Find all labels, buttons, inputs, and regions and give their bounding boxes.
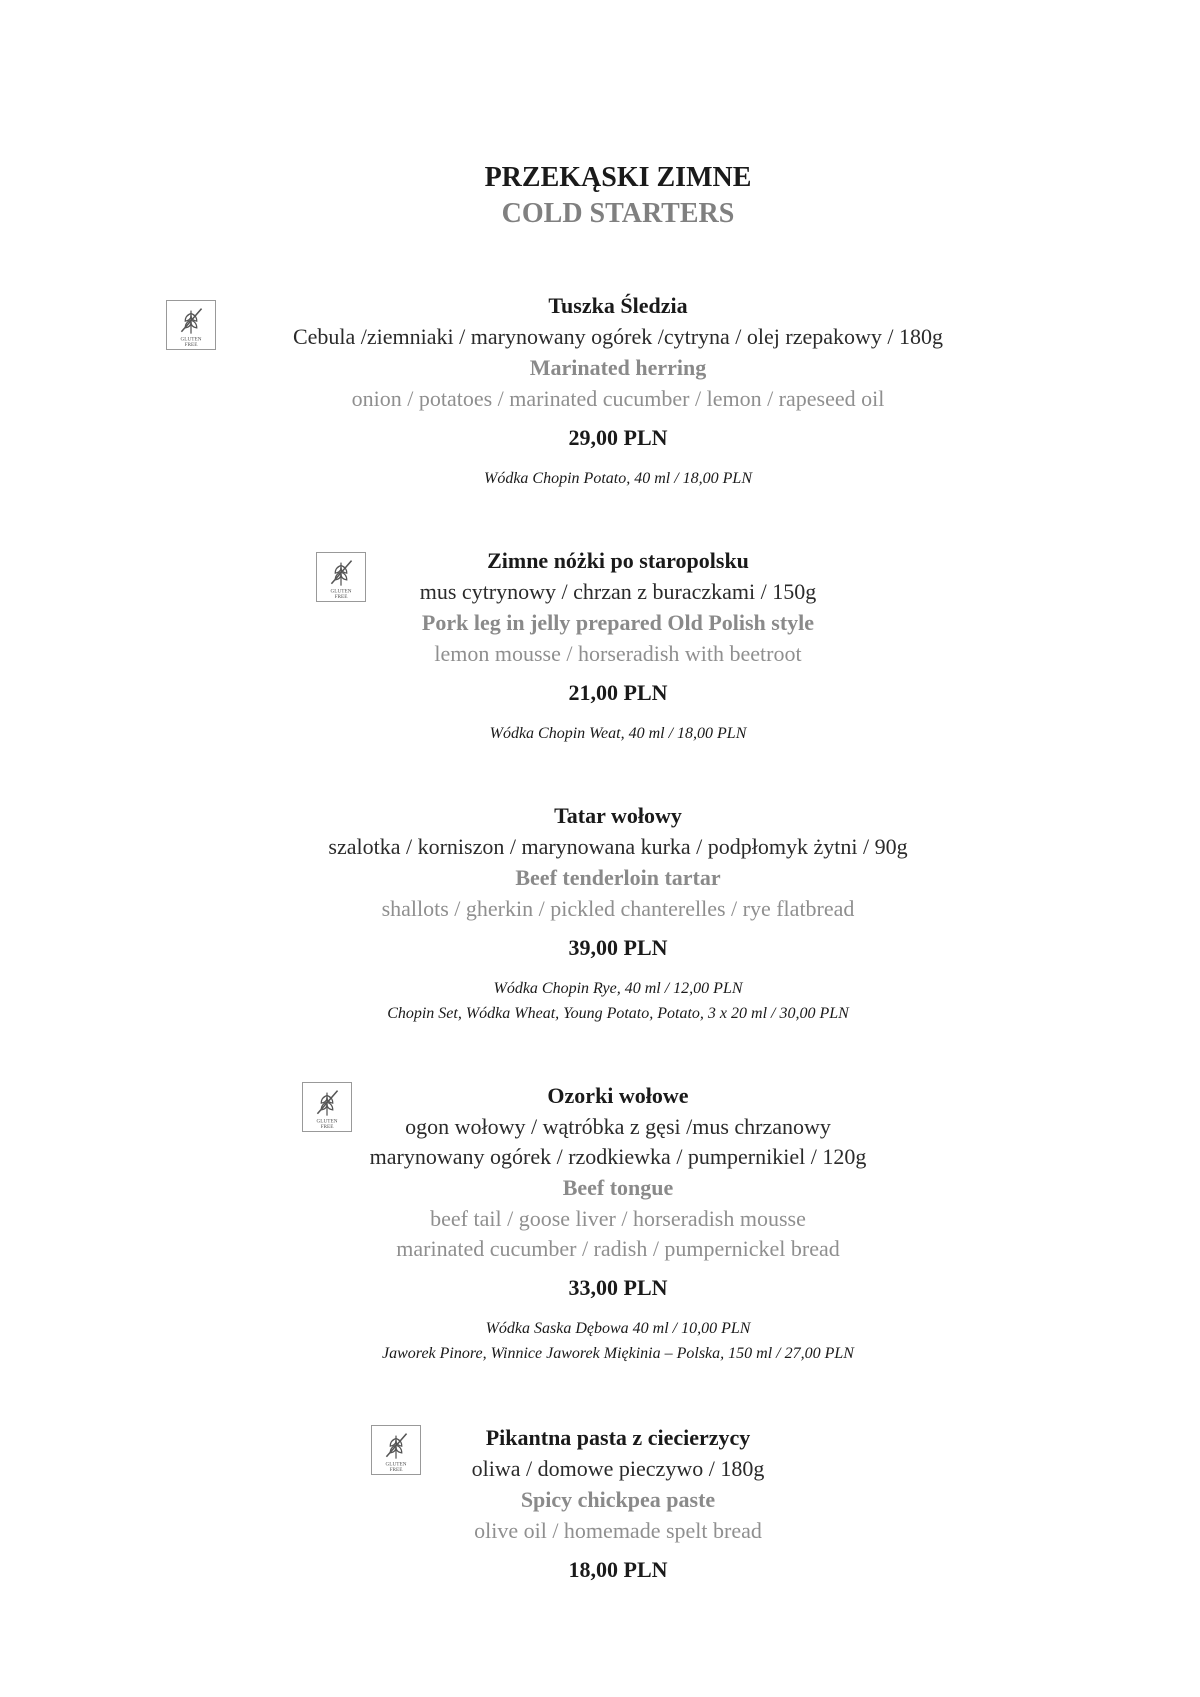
drink-pairings (0, 1316, 1200, 1366)
drink-pairing: Wódka Chopin Weat, 40 ml / 18,00 PLN (489, 725, 747, 742)
dish-name-polish: Tuszka Śledzia (548, 293, 688, 318)
drink-pairings (0, 466, 1200, 491)
dish-description-polish: szalotka / korniszon / marynowana kurka / podpłomyk żytni / 90g (328, 834, 908, 859)
wheat-ear-icon (331, 561, 351, 586)
drink-pairing: Wódka Chopin Potato, 40 ml / 18,00 PLN (484, 470, 752, 487)
gluten-free-icon (316, 552, 366, 602)
page-title-english: COLD STARTERS (501, 198, 735, 229)
drink-pairings (0, 721, 1200, 746)
gluten-free-icon-graphic (167, 301, 215, 349)
gluten-free-icon (166, 300, 216, 350)
dish-name-english: Beef tongue (562, 1175, 674, 1200)
drink-pairings (0, 976, 1200, 1026)
dish-price: 18,00 PLN (568, 1557, 668, 1582)
gluten-free-label-line2: FREE (320, 1124, 334, 1131)
drink-pairing: Jaworek Pinore, Winnice Jaworek Miękinia – Polska, 150 ml / 27,00 PLN (382, 1345, 854, 1362)
gluten-free-label-line1: GLUTEN (180, 336, 202, 343)
dish-name-polish: Ozorki wołowe (547, 1083, 689, 1108)
wheat-ear-icon (317, 1091, 337, 1116)
dish-description-english: onion / potatoes / marinated cucumber / lemon / rapeseed oil (351, 386, 885, 411)
dish-name-polish: Pikantna pasta z ciecierzycy (485, 1425, 751, 1450)
gluten-free-icon-graphic (372, 1426, 420, 1474)
gluten-free-label-line2: FREE (184, 342, 198, 349)
gluten-free-icon-graphic (303, 1083, 351, 1131)
gluten-free-icon (302, 1082, 352, 1132)
gluten-free-label-line2: FREE (389, 1467, 403, 1474)
dish-price: 33,00 PLN (568, 1275, 668, 1300)
gluten-free-label-line1: GLUTEN (316, 1118, 338, 1125)
menu-item-beef-tongue (0, 1080, 1200, 1366)
dish-description-english: shallots / gherkin / pickled chanterelles / rye flatbread (381, 896, 855, 921)
wheat-ear-icon (386, 1434, 406, 1459)
dish-name-english: Pork leg in jelly prepared Old Polish style (421, 610, 815, 635)
dish-name-polish: Tatar wołowy (554, 803, 682, 828)
gluten-free-label-line2: FREE (334, 594, 348, 601)
dish-name-english: Spicy chickpea paste (520, 1487, 716, 1512)
gluten-free-icon-graphic (317, 553, 365, 601)
dish-price: 21,00 PLN (568, 680, 668, 705)
dish-description-polish: marynowany ogórek / rzodkiewka / pumpernikiel / 120g (369, 1144, 867, 1169)
dish-name-english: Marinated herring (529, 355, 707, 380)
dish-description-polish: mus cytrynowy / chrzan z buraczkami / 150g (419, 579, 817, 604)
dish-description-polish: oliwa / domowe pieczywo / 180g (471, 1456, 765, 1481)
menu-item-pork-leg (0, 545, 1200, 746)
dish-name-polish: Zimne nóżki po staropolsku (487, 548, 749, 573)
menu-item-chickpea-paste (0, 1422, 1200, 1586)
dish-description-english: olive oil / homemade spelt bread (474, 1518, 762, 1543)
drink-pairing: Wódka Chopin Rye, 40 ml / 12,00 PLN (493, 980, 743, 997)
page-header (0, 160, 1200, 232)
drink-pairing: Chopin Set, Wódka Wheat, Young Potato, Potato, 3 x 20 ml / 30,00 PLN (387, 1005, 849, 1022)
gluten-free-label-line1: GLUTEN (385, 1461, 407, 1468)
drink-pairing: Wódka Saska Dębowa 40 ml / 10,00 PLN (485, 1320, 751, 1337)
dish-description-english: lemon mousse / horseradish with beetroot (434, 641, 802, 666)
dish-price: 29,00 PLN (568, 425, 668, 450)
dish-description-english: beef tail / goose liver / horseradish mousse (430, 1206, 806, 1231)
dish-description-english: marinated cucumber / radish / pumpernickel bread (396, 1236, 840, 1261)
gluten-free-icon (371, 1425, 421, 1475)
dish-name-english: Beef tenderloin tartar (515, 865, 721, 890)
page-title-polish: PRZEKĄSKI ZIMNE (484, 162, 752, 193)
wheat-ear-icon (181, 309, 201, 334)
dish-price: 39,00 PLN (568, 935, 668, 960)
dish-description-polish: Cebula /ziemniaki / marynowany ogórek /cytryna / olej rzepakowy / 180g (292, 324, 944, 349)
menu-item-beef-tartar (0, 800, 1200, 1026)
gluten-free-label-line1: GLUTEN (330, 588, 352, 595)
dish-description-polish: ogon wołowy / wątróbka z gęsi /mus chrzanowy (405, 1114, 831, 1139)
